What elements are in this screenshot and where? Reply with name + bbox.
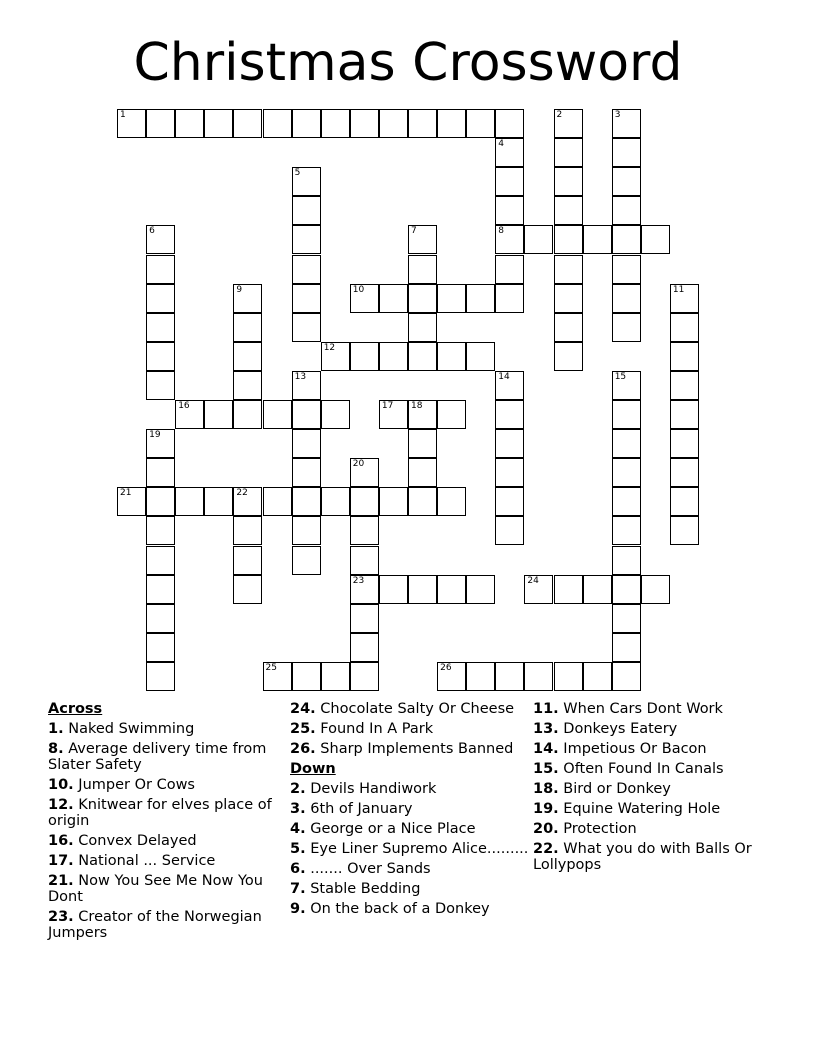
grid-cell[interactable] bbox=[146, 342, 175, 371]
clue-number: 20 bbox=[352, 459, 365, 470]
clue-item-number: 19. bbox=[533, 801, 559, 817]
grid-cell[interactable] bbox=[437, 400, 466, 429]
grid-cell[interactable] bbox=[204, 109, 233, 138]
grid-cell[interactable] bbox=[495, 196, 524, 225]
grid-cell[interactable] bbox=[670, 284, 699, 313]
grid-cell[interactable] bbox=[263, 487, 292, 516]
grid-cell[interactable] bbox=[466, 109, 495, 138]
clue-item bbox=[290, 741, 530, 757]
clue-item-text: Protection bbox=[563, 821, 637, 837]
clue-item-number: 17. bbox=[48, 853, 74, 869]
grid-cell[interactable] bbox=[612, 400, 641, 429]
clue-item-text: Stable Bedding bbox=[310, 881, 421, 897]
clue-item-text: Donkeys Eatery bbox=[563, 721, 678, 737]
grid-cell[interactable] bbox=[146, 109, 175, 138]
grid-cell[interactable] bbox=[350, 604, 379, 633]
grid-cell[interactable] bbox=[612, 167, 641, 196]
clue-item-text: Creator of the Norwegian Jumpers bbox=[48, 909, 262, 941]
grid-cell[interactable] bbox=[233, 313, 262, 342]
clue-item-number: 18. bbox=[533, 781, 559, 797]
grid-cell[interactable] bbox=[408, 342, 437, 371]
grid-cell[interactable] bbox=[641, 225, 670, 254]
grid-cell[interactable] bbox=[292, 196, 321, 225]
clue-item-text: When Cars Dont Work bbox=[563, 701, 723, 717]
grid-cell[interactable] bbox=[466, 342, 495, 371]
clue-number: 4 bbox=[498, 139, 505, 150]
clue-number: 25 bbox=[265, 662, 277, 673]
grid-cell[interactable] bbox=[350, 342, 379, 371]
grid-cell[interactable] bbox=[612, 516, 641, 545]
clue-item-number: 10. bbox=[48, 777, 74, 793]
grid-cell[interactable] bbox=[670, 487, 699, 516]
grid-cell[interactable] bbox=[292, 167, 321, 196]
grid-cell[interactable] bbox=[408, 429, 437, 458]
grid-cell[interactable] bbox=[379, 284, 408, 313]
grid-cell[interactable] bbox=[554, 225, 583, 254]
clue-item-number: 26. bbox=[290, 741, 316, 757]
clue-number: 13 bbox=[294, 371, 307, 382]
grid-cell[interactable] bbox=[408, 458, 437, 487]
clue-item-number: 6. bbox=[290, 861, 306, 877]
clue-number: 5 bbox=[294, 168, 301, 179]
clue-item-text: Average delivery time from Slater Safety bbox=[48, 741, 267, 773]
grid-cell[interactable] bbox=[146, 225, 175, 254]
grid-cell[interactable] bbox=[321, 342, 350, 371]
grid-cell[interactable] bbox=[554, 109, 583, 138]
grid-cell[interactable] bbox=[146, 429, 175, 458]
grid-cell[interactable] bbox=[583, 575, 612, 604]
clue-number: 1 bbox=[120, 110, 126, 120]
grid-cell[interactable] bbox=[495, 225, 524, 254]
grid-cell[interactable] bbox=[495, 458, 524, 487]
clue-item-number: 11. bbox=[533, 701, 559, 717]
clue-number: 11 bbox=[672, 284, 685, 295]
grid-cell[interactable] bbox=[554, 138, 583, 167]
grid-cell[interactable] bbox=[292, 487, 321, 516]
grid-cell[interactable] bbox=[554, 662, 583, 691]
clue-item-number: 22. bbox=[533, 841, 559, 857]
clue-item-text: What you do with Balls Or Lollypops bbox=[533, 841, 752, 873]
grid-cell[interactable] bbox=[495, 371, 524, 400]
clue-item-number: 7. bbox=[290, 881, 306, 897]
clue-item-text: Now You See Me Now You Dont bbox=[48, 873, 263, 905]
grid-cell[interactable] bbox=[437, 342, 466, 371]
clue-number: 2 bbox=[556, 110, 563, 120]
grid-cell[interactable] bbox=[350, 516, 379, 545]
grid-cell[interactable] bbox=[146, 662, 175, 691]
clue-item-number: 12. bbox=[48, 797, 74, 813]
clue-column-2 bbox=[290, 701, 530, 921]
grid-cell[interactable] bbox=[146, 487, 175, 516]
clue-item bbox=[533, 701, 773, 717]
grid-cell[interactable] bbox=[612, 546, 641, 575]
grid-cell[interactable] bbox=[554, 255, 583, 284]
grid-cell[interactable] bbox=[408, 284, 437, 313]
clue-item bbox=[290, 701, 530, 717]
grid-cell[interactable] bbox=[612, 225, 641, 254]
grid-cell[interactable] bbox=[495, 400, 524, 429]
grid-cell[interactable] bbox=[554, 196, 583, 225]
grid-cell[interactable] bbox=[146, 284, 175, 313]
clue-column-1 bbox=[48, 701, 288, 945]
grid-cell[interactable] bbox=[408, 255, 437, 284]
grid-cell[interactable] bbox=[263, 400, 292, 429]
grid-cell[interactable] bbox=[146, 458, 175, 487]
grid-cell[interactable] bbox=[612, 458, 641, 487]
clue-item bbox=[48, 797, 288, 829]
clue-item-number: 24. bbox=[290, 701, 316, 717]
clue-item bbox=[48, 853, 288, 869]
grid-cell[interactable] bbox=[146, 633, 175, 662]
clue-item-number: 16. bbox=[48, 833, 74, 849]
clue-item-number: 15. bbox=[533, 761, 559, 777]
clue-item-number: 9. bbox=[290, 901, 306, 917]
clue-item bbox=[290, 821, 530, 837]
clue-item bbox=[48, 721, 288, 737]
grid-cell[interactable] bbox=[612, 196, 641, 225]
clue-item-number: 13. bbox=[533, 721, 559, 737]
clue-number: 17 bbox=[381, 401, 394, 411]
grid-cell[interactable] bbox=[408, 109, 437, 138]
grid-cell[interactable] bbox=[524, 225, 553, 254]
grid-cell[interactable] bbox=[379, 487, 408, 516]
clue-item-text: Chocolate Salty Or Cheese bbox=[320, 701, 515, 717]
grid-cell[interactable] bbox=[292, 284, 321, 313]
grid-cell[interactable] bbox=[292, 458, 321, 487]
clue-number: 21 bbox=[120, 488, 132, 499]
clue-number: 18 bbox=[411, 401, 423, 411]
clue-number: 10 bbox=[352, 284, 365, 295]
clue-item bbox=[533, 721, 773, 737]
grid-cell[interactable] bbox=[466, 284, 495, 313]
grid-cell[interactable] bbox=[408, 575, 437, 604]
clue-item-text: Convex Delayed bbox=[78, 833, 197, 849]
clue-item bbox=[290, 721, 530, 737]
clue-item-text: Equine Watering Hole bbox=[563, 801, 721, 817]
grid-cell[interactable] bbox=[233, 546, 262, 575]
grid-cell[interactable] bbox=[321, 400, 350, 429]
grid-cell[interactable] bbox=[612, 487, 641, 516]
grid-cell[interactable] bbox=[292, 225, 321, 254]
grid-cell[interactable] bbox=[612, 109, 641, 138]
clue-item-number: 1. bbox=[48, 721, 64, 737]
grid-cell[interactable] bbox=[117, 487, 146, 516]
grid-cell[interactable] bbox=[612, 313, 641, 342]
grid-cell[interactable] bbox=[408, 400, 437, 429]
grid-cell[interactable] bbox=[495, 167, 524, 196]
grid-cell[interactable] bbox=[408, 225, 437, 254]
grid-cell[interactable] bbox=[292, 546, 321, 575]
clue-item-text: Impetious Or Bacon bbox=[563, 741, 707, 757]
grid-cell[interactable] bbox=[233, 487, 262, 516]
grid-cell[interactable] bbox=[495, 429, 524, 458]
grid-cell[interactable] bbox=[670, 342, 699, 371]
grid-cell[interactable] bbox=[379, 342, 408, 371]
clue-item bbox=[533, 801, 773, 817]
grid-cell[interactable] bbox=[292, 371, 321, 400]
grid-cell[interactable] bbox=[495, 109, 524, 138]
grid-cell[interactable] bbox=[175, 487, 204, 516]
clue-number: 15 bbox=[614, 371, 627, 382]
clue-item-number: 4. bbox=[290, 821, 306, 837]
grid-cell[interactable] bbox=[204, 487, 233, 516]
grid-cell[interactable] bbox=[612, 255, 641, 284]
clue-item-text: Bird or Donkey bbox=[563, 781, 671, 797]
grid-cell[interactable] bbox=[233, 371, 262, 400]
grid-cell[interactable] bbox=[641, 575, 670, 604]
grid-cell[interactable] bbox=[670, 313, 699, 342]
grid-cell[interactable] bbox=[670, 371, 699, 400]
clue-item-number: 2. bbox=[290, 781, 306, 797]
grid-cell[interactable] bbox=[292, 255, 321, 284]
grid-cell[interactable] bbox=[612, 604, 641, 633]
grid-cell[interactable] bbox=[524, 662, 553, 691]
grid-cell[interactable] bbox=[292, 400, 321, 429]
grid-cell[interactable] bbox=[292, 429, 321, 458]
clue-item-number: 5. bbox=[290, 841, 306, 857]
clue-item bbox=[48, 873, 288, 905]
grid-cell[interactable] bbox=[379, 109, 408, 138]
grid-cell[interactable] bbox=[670, 400, 699, 429]
grid-cell[interactable] bbox=[233, 342, 262, 371]
clue-item bbox=[533, 821, 773, 837]
clue-item bbox=[533, 741, 773, 757]
clue-number: 7 bbox=[411, 226, 417, 237]
grid-cell[interactable] bbox=[233, 284, 262, 313]
grid-cell[interactable] bbox=[263, 109, 292, 138]
clue-item bbox=[48, 777, 288, 793]
clue-item bbox=[533, 761, 773, 777]
clue-item-number: 3. bbox=[290, 801, 306, 817]
clue-number: 19 bbox=[149, 430, 161, 441]
grid-cell[interactable] bbox=[583, 225, 612, 254]
grid-cell[interactable] bbox=[495, 487, 524, 516]
grid-cell[interactable] bbox=[554, 313, 583, 342]
section-heading: Down bbox=[290, 761, 336, 777]
grid-cell[interactable] bbox=[408, 313, 437, 342]
grid-cell[interactable] bbox=[233, 516, 262, 545]
grid-cell[interactable] bbox=[670, 516, 699, 545]
grid-cell[interactable] bbox=[495, 516, 524, 545]
clue-number: 8 bbox=[498, 226, 505, 237]
grid-cell[interactable] bbox=[350, 575, 379, 604]
clue-item-text: On the back of a Donkey bbox=[310, 901, 490, 917]
grid-cell[interactable] bbox=[233, 400, 262, 429]
grid-cell[interactable] bbox=[263, 662, 292, 691]
clue-item bbox=[290, 801, 530, 817]
grid-cell[interactable] bbox=[321, 662, 350, 691]
grid-cell[interactable] bbox=[292, 313, 321, 342]
page-title: Christmas Crossword bbox=[133, 33, 683, 93]
clue-item bbox=[48, 741, 288, 773]
grid-cell[interactable] bbox=[495, 662, 524, 691]
grid-cell[interactable] bbox=[321, 109, 350, 138]
clue-number: 16 bbox=[178, 401, 190, 411]
clue-item-text: Sharp Implements Banned bbox=[320, 741, 514, 757]
clue-item-number: 23. bbox=[48, 909, 74, 925]
grid-cell[interactable] bbox=[146, 255, 175, 284]
grid-cell[interactable] bbox=[292, 662, 321, 691]
clue-item-number: 21. bbox=[48, 873, 74, 889]
clue-item bbox=[290, 861, 530, 877]
clue-item-text: Jumper Or Cows bbox=[78, 777, 195, 793]
grid-cell[interactable] bbox=[292, 109, 321, 138]
grid-cell[interactable] bbox=[292, 516, 321, 545]
clue-column-3 bbox=[533, 701, 773, 877]
grid-cell[interactable] bbox=[175, 400, 204, 429]
grid-cell[interactable] bbox=[437, 109, 466, 138]
clue-item-text: George or a Nice Place bbox=[310, 821, 476, 837]
grid-cell[interactable] bbox=[437, 487, 466, 516]
grid-cell[interactable] bbox=[146, 546, 175, 575]
grid-cell[interactable] bbox=[495, 284, 524, 313]
grid-cell[interactable] bbox=[670, 429, 699, 458]
grid-cell[interactable] bbox=[350, 546, 379, 575]
clue-item bbox=[290, 841, 530, 857]
grid-cell[interactable] bbox=[146, 371, 175, 400]
clue-number: 26 bbox=[440, 662, 452, 673]
clue-item-text: 6th of January bbox=[310, 801, 413, 817]
grid-cell[interactable] bbox=[612, 284, 641, 313]
clue-item-number: 25. bbox=[290, 721, 316, 737]
clue-item-number: 8. bbox=[48, 741, 64, 757]
clue-number: 14 bbox=[498, 371, 510, 382]
clue-item bbox=[290, 881, 530, 897]
grid-cell[interactable] bbox=[233, 109, 262, 138]
grid-cell[interactable] bbox=[146, 516, 175, 545]
grid-cell[interactable] bbox=[554, 284, 583, 313]
grid-cell[interactable] bbox=[175, 109, 204, 138]
grid-cell[interactable] bbox=[204, 400, 233, 429]
grid-cell[interactable] bbox=[146, 313, 175, 342]
grid-cell[interactable] bbox=[524, 575, 553, 604]
clue-item bbox=[533, 781, 773, 797]
grid-cell[interactable] bbox=[612, 429, 641, 458]
grid-cell[interactable] bbox=[612, 138, 641, 167]
clue-item-number: 20. bbox=[533, 821, 559, 837]
grid-cell[interactable] bbox=[146, 604, 175, 633]
grid-cell[interactable] bbox=[379, 400, 408, 429]
clue-item bbox=[533, 841, 773, 873]
grid-cell[interactable] bbox=[554, 167, 583, 196]
clue-item bbox=[48, 833, 288, 849]
clue-item-text: Knitwear for elves place of origin bbox=[48, 797, 272, 829]
grid-cell[interactable] bbox=[583, 662, 612, 691]
grid-cell[interactable] bbox=[466, 662, 495, 691]
grid-cell[interactable] bbox=[612, 633, 641, 662]
clue-item bbox=[48, 909, 288, 941]
clue-item-text: Naked Swimming bbox=[68, 721, 195, 737]
grid-cell[interactable] bbox=[233, 575, 262, 604]
grid-cell[interactable] bbox=[554, 575, 583, 604]
grid-cell[interactable] bbox=[437, 575, 466, 604]
grid-cell[interactable] bbox=[146, 575, 175, 604]
grid-cell[interactable] bbox=[670, 458, 699, 487]
clue-item bbox=[290, 781, 530, 797]
clue-item-text: Found In A Park bbox=[320, 721, 434, 737]
clue-number: 9 bbox=[236, 284, 243, 295]
clue-number: 12 bbox=[323, 342, 336, 353]
grid-cell[interactable] bbox=[379, 575, 408, 604]
grid-cell[interactable] bbox=[350, 284, 379, 313]
clue-number: 6 bbox=[149, 226, 155, 237]
clue-number: 24 bbox=[527, 575, 539, 586]
grid-cell[interactable] bbox=[350, 109, 379, 138]
grid-cell[interactable] bbox=[554, 342, 583, 371]
grid-cell[interactable] bbox=[350, 487, 379, 516]
grid-cell[interactable] bbox=[321, 487, 350, 516]
grid-cell[interactable] bbox=[350, 662, 379, 691]
grid-cell[interactable] bbox=[466, 575, 495, 604]
grid-cell[interactable] bbox=[437, 662, 466, 691]
clue-number: 23 bbox=[352, 575, 365, 586]
grid-cell[interactable] bbox=[612, 662, 641, 691]
grid-cell[interactable] bbox=[612, 371, 641, 400]
grid-cell[interactable] bbox=[117, 109, 146, 138]
grid-cell[interactable] bbox=[350, 458, 379, 487]
clue-item-text: Devils Handiwork bbox=[310, 781, 437, 797]
clue-item-text: Often Found In Canals bbox=[563, 761, 724, 777]
clue-item-text: ....... Over Sands bbox=[310, 861, 431, 877]
grid-cell[interactable] bbox=[495, 255, 524, 284]
grid-cell[interactable] bbox=[612, 575, 641, 604]
clue-number: 22 bbox=[236, 488, 248, 499]
grid-cell[interactable] bbox=[437, 284, 466, 313]
grid-cell[interactable] bbox=[408, 487, 437, 516]
clue-item-text: National ... Service bbox=[78, 853, 216, 869]
clue-number: 3 bbox=[614, 110, 621, 120]
grid-cell[interactable] bbox=[495, 138, 524, 167]
section-heading: Across bbox=[48, 701, 103, 717]
grid-cell[interactable] bbox=[350, 633, 379, 662]
clue-item bbox=[290, 901, 530, 917]
clue-item-text: Eye Liner Supremo Alice......... bbox=[310, 841, 529, 857]
clue-item-number: 14. bbox=[533, 741, 559, 757]
